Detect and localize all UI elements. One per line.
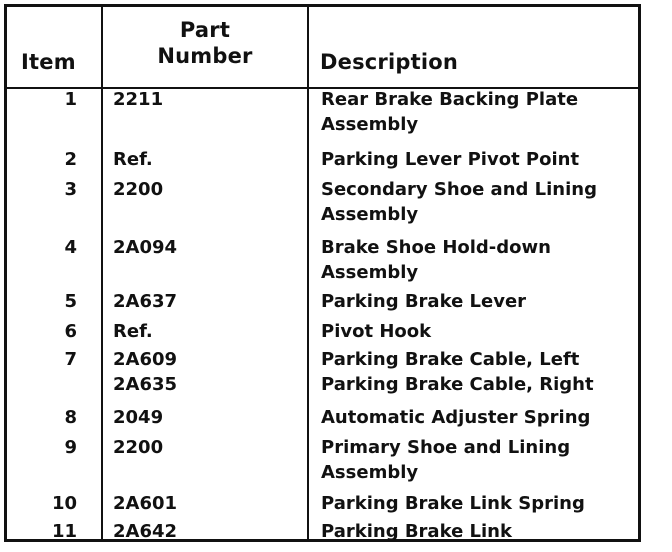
part-number xyxy=(113,289,177,314)
description xyxy=(321,491,631,516)
description-line: Rear Brake Backing Plate xyxy=(321,89,579,110)
item-number: 5 xyxy=(64,291,77,312)
item-number: 10 xyxy=(51,493,77,514)
header-part-line1: Part xyxy=(179,18,231,42)
description xyxy=(321,319,631,344)
part-number xyxy=(113,519,177,544)
description xyxy=(321,405,631,430)
part-number-line: 2211 xyxy=(113,89,164,110)
description-line: Primary Shoe and Lining xyxy=(321,437,571,458)
description xyxy=(321,177,631,227)
description xyxy=(321,87,631,137)
parts-table xyxy=(4,4,641,542)
part-number-line: 2A609 xyxy=(113,349,178,370)
part-number-line: 2A637 xyxy=(113,291,178,312)
part-number xyxy=(113,147,153,172)
item-number: 3 xyxy=(64,179,77,200)
part-number-line: 2200 xyxy=(113,437,164,458)
part-number-line: Ref. xyxy=(113,149,153,170)
part-number-line: 2A601 xyxy=(113,493,178,514)
header-item: Item xyxy=(21,50,76,74)
header-part-line2: Number xyxy=(157,44,253,68)
item-number: 4 xyxy=(64,237,77,258)
part-number xyxy=(113,347,177,397)
part-number-line: 2A642 xyxy=(113,521,178,542)
description xyxy=(321,519,631,544)
item-number: 8 xyxy=(64,407,77,428)
part-number xyxy=(113,235,177,260)
header-description: Description xyxy=(320,50,459,74)
part-number xyxy=(113,177,163,202)
part-number-line: Ref. xyxy=(113,321,153,342)
part-number xyxy=(113,491,177,516)
item-number: 6 xyxy=(64,321,77,342)
part-number-line: 2200 xyxy=(113,179,164,200)
description xyxy=(321,147,631,172)
item-number: 11 xyxy=(51,521,77,542)
part-number xyxy=(113,319,153,344)
part-number-line: 2A094 xyxy=(113,237,178,258)
description xyxy=(321,289,631,314)
description-line: Assembly xyxy=(321,462,419,483)
item-number: 1 xyxy=(64,89,77,110)
description xyxy=(321,347,631,397)
description-line: Parking Brake Cable, Right xyxy=(321,374,594,395)
item-number: 9 xyxy=(64,437,77,458)
description-line: Assembly xyxy=(321,204,419,225)
description-line: Brake Shoe Hold-down xyxy=(321,237,551,258)
description-line: Parking Lever Pivot Point xyxy=(321,149,580,170)
description-line: Pivot Hook xyxy=(321,321,432,342)
part-number xyxy=(113,435,163,460)
description xyxy=(321,235,631,285)
item-number: 7 xyxy=(64,349,77,370)
description-line: Parking Brake Lever xyxy=(321,291,527,312)
description-line: Secondary Shoe and Lining xyxy=(321,179,597,200)
part-number xyxy=(113,87,163,112)
description-line: Automatic Adjuster Spring xyxy=(321,407,591,428)
description-line: Parking Brake Cable, Left xyxy=(321,349,580,370)
description xyxy=(321,435,631,485)
description-line: Assembly xyxy=(321,262,419,283)
item-number: 2 xyxy=(64,149,77,170)
part-number xyxy=(113,405,163,430)
description-line: Parking Brake Link xyxy=(321,521,512,542)
header-part-number xyxy=(110,17,300,69)
part-number-line: 2A635 xyxy=(113,374,178,395)
description-line: Parking Brake Link Spring xyxy=(321,493,585,514)
description-line: Assembly xyxy=(321,114,419,135)
part-number-line: 2049 xyxy=(113,407,164,428)
